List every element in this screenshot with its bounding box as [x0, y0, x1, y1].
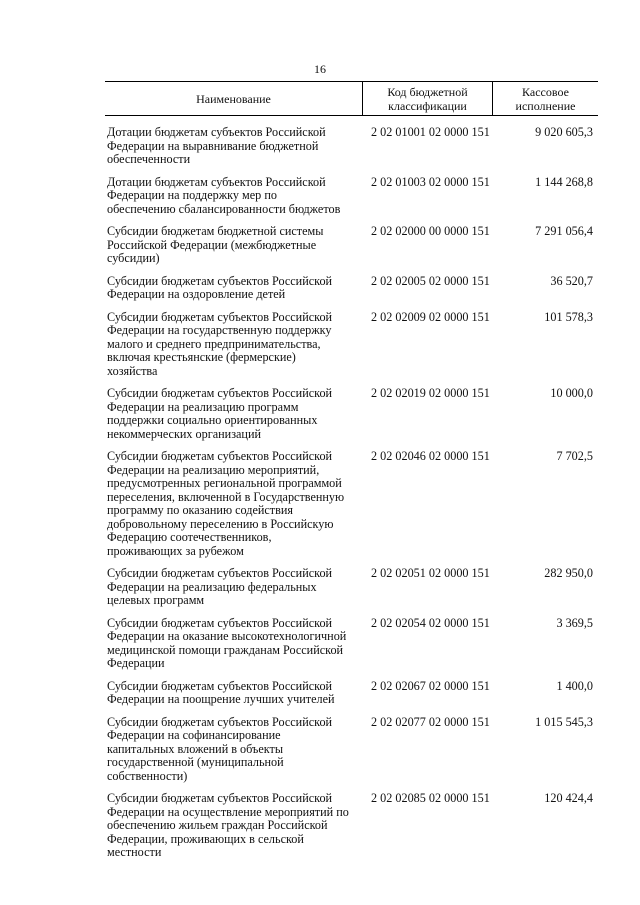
row-code: 2 02 02000 00 0000 151 [371, 224, 490, 238]
row-amount: 9 020 605,3 [535, 125, 593, 139]
row-amount: 36 520,7 [550, 273, 593, 288]
table-row [105, 311, 598, 379]
row-name-line: местности [107, 845, 162, 859]
row-name-line: Федерации на реализацию федеральных [107, 579, 317, 594]
row-code: 2 02 01001 02 0000 151 [371, 125, 490, 139]
row-code: 2 02 02054 02 0000 151 [371, 615, 490, 630]
row-name-line: целевых программ [107, 593, 205, 607]
table-header [105, 81, 598, 116]
row-code: 2 02 02085 02 0000 151 [371, 791, 490, 805]
table-row [105, 716, 598, 784]
header-name: Наименование [196, 91, 271, 106]
row-amount: 3 369,5 [556, 615, 593, 630]
row-name-line: поддержки социально ориентированных [107, 413, 318, 427]
table-row [105, 617, 598, 671]
row-name-line: хозяйства [107, 363, 158, 378]
row-name-line: субсидии) [107, 251, 160, 265]
header-amount [493, 82, 598, 115]
row-name-line: обеспеченности [107, 152, 191, 166]
table-row [105, 450, 598, 558]
row-name-line: программу по оказанию содействия [107, 503, 294, 517]
row-code: 2 02 02046 02 0000 151 [371, 449, 490, 463]
row-amount: 1 400,0 [556, 678, 593, 693]
row-name-line: Федерации на реализацию программ [107, 399, 299, 414]
row-name-line: Субсидии бюджетам субъектов Российской [107, 273, 333, 288]
table-row [105, 387, 598, 441]
row-amount: 101 578,3 [544, 309, 593, 324]
row-amount: 7 702,5 [556, 449, 593, 463]
row-name-line: Федерации на поощрение лучших учителей [107, 692, 335, 706]
row-name-line: собственности) [107, 768, 188, 783]
row-name-line: предусмотренных региональной программой [107, 476, 342, 490]
row-name-line: Федерации на государственную поддержку [107, 323, 332, 337]
row-name-line: Субсидии бюджетам бюджетной системы [107, 224, 324, 238]
table-row [105, 567, 598, 608]
row-amount: 282 950,0 [544, 566, 593, 580]
row-name [105, 792, 362, 860]
row-name-line: Федерации на софинансирование [107, 728, 281, 742]
row-name [105, 680, 362, 707]
row-name [105, 126, 362, 167]
header-code [362, 82, 493, 115]
row-amount: 120 424,4 [544, 791, 593, 805]
row-code: 2 02 02051 02 0000 151 [371, 566, 490, 580]
row-name-line: Федерацию соотечественников, [107, 530, 272, 544]
table-row [105, 225, 598, 266]
header-code-line: Код бюджетной [387, 84, 468, 99]
row-name [105, 617, 362, 671]
row-name-line: обеспечению жильем граждан Российской [107, 818, 328, 832]
row-name-line: малого и среднего предпринимательства, [107, 336, 321, 351]
row-name-line: Федерации на оказание высокотехнологичной [107, 629, 347, 643]
row-name-line: Дотации бюджетам субъектов Российской [107, 174, 326, 189]
table-row [105, 126, 598, 167]
row-name [105, 275, 362, 302]
page-number: 16 [314, 62, 326, 76]
row-name-line: государственной (муниципальной [107, 755, 284, 769]
table-row [105, 680, 598, 707]
table-row [105, 176, 598, 217]
header-amount-line: Кассовое [522, 84, 569, 99]
row-name [105, 311, 362, 379]
row-name [105, 387, 362, 441]
row-name [105, 716, 362, 784]
row-name-line: проживающих за рубежом [107, 543, 244, 558]
row-name-line: обеспечению сбалансированности бюджетов [107, 201, 341, 216]
row-name-line: Дотации бюджетам субъектов Российской [107, 125, 326, 139]
row-code: 2 02 02009 02 0000 151 [371, 309, 490, 324]
row-name-line: Федерации [107, 656, 165, 670]
row-name-line: Федерации на оздоровление детей [107, 287, 286, 301]
row-name-line: переселения, включенной в Государственную [107, 489, 345, 504]
row-name [105, 567, 362, 608]
budget-table [105, 81, 598, 860]
row-name-line: Субсидии бюджетам субъектов Российской [107, 714, 333, 729]
row-name-line: Федерации на выравнивание бюджетной [107, 138, 319, 153]
row-name-line: Федерации на поддержку мер по [107, 188, 277, 202]
row-name-line: Федерации на осуществление мероприятий по [107, 804, 349, 819]
row-code: 2 02 02067 02 0000 151 [371, 678, 490, 693]
table-row [105, 275, 598, 302]
table-body [105, 126, 598, 860]
row-name-line: Субсидии бюджетам субъектов Российской [107, 386, 333, 400]
row-amount: 1 144 268,8 [535, 174, 593, 189]
row-name [105, 450, 362, 558]
row-name-line: Федерации, проживающих в сельской [107, 831, 304, 846]
row-code: 2 02 01003 02 0000 151 [371, 174, 490, 189]
row-name-line: включая крестьянские (фермерские) [107, 350, 296, 364]
row-name-line: медицинской помощи гражданам Российской [107, 642, 344, 657]
row-amount: 10 000,0 [550, 386, 593, 400]
row-name [105, 176, 362, 217]
row-name-line: Субсидии бюджетам субъектов Российской [107, 791, 333, 805]
row-name-line: Субсидии бюджетам субъектов Российской [107, 678, 333, 693]
row-code: 2 02 02019 02 0000 151 [371, 386, 490, 400]
row-name-line: некоммерческих организаций [107, 426, 261, 441]
header-amount-line: исполнение [515, 98, 576, 113]
row-name-line: Субсидии бюджетам субъектов Российской [107, 309, 333, 324]
row-name-line: Субсидии бюджетам субъектов Российской [107, 615, 333, 630]
table-row [105, 792, 598, 860]
row-name-line: Федерации на реализацию мероприятий, [107, 462, 320, 477]
row-name [105, 225, 362, 266]
header-code-line: классификации [388, 98, 467, 113]
row-code: 2 02 02077 02 0000 151 [371, 714, 490, 729]
row-amount: 7 291 056,4 [535, 224, 593, 238]
row-name-line: добровольному переселению в Российскую [107, 516, 334, 531]
row-amount: 1 015 545,3 [535, 714, 593, 729]
row-name-line: Субсидии бюджетам субъектов Российской [107, 566, 333, 580]
row-name-line: Российской Федерации (межбюджетные [107, 237, 317, 252]
row-name-line: капитальных вложений в объекты [107, 741, 284, 756]
row-code: 2 02 02005 02 0000 151 [371, 273, 490, 288]
row-name-line: Субсидии бюджетам субъектов Российской [107, 449, 333, 463]
